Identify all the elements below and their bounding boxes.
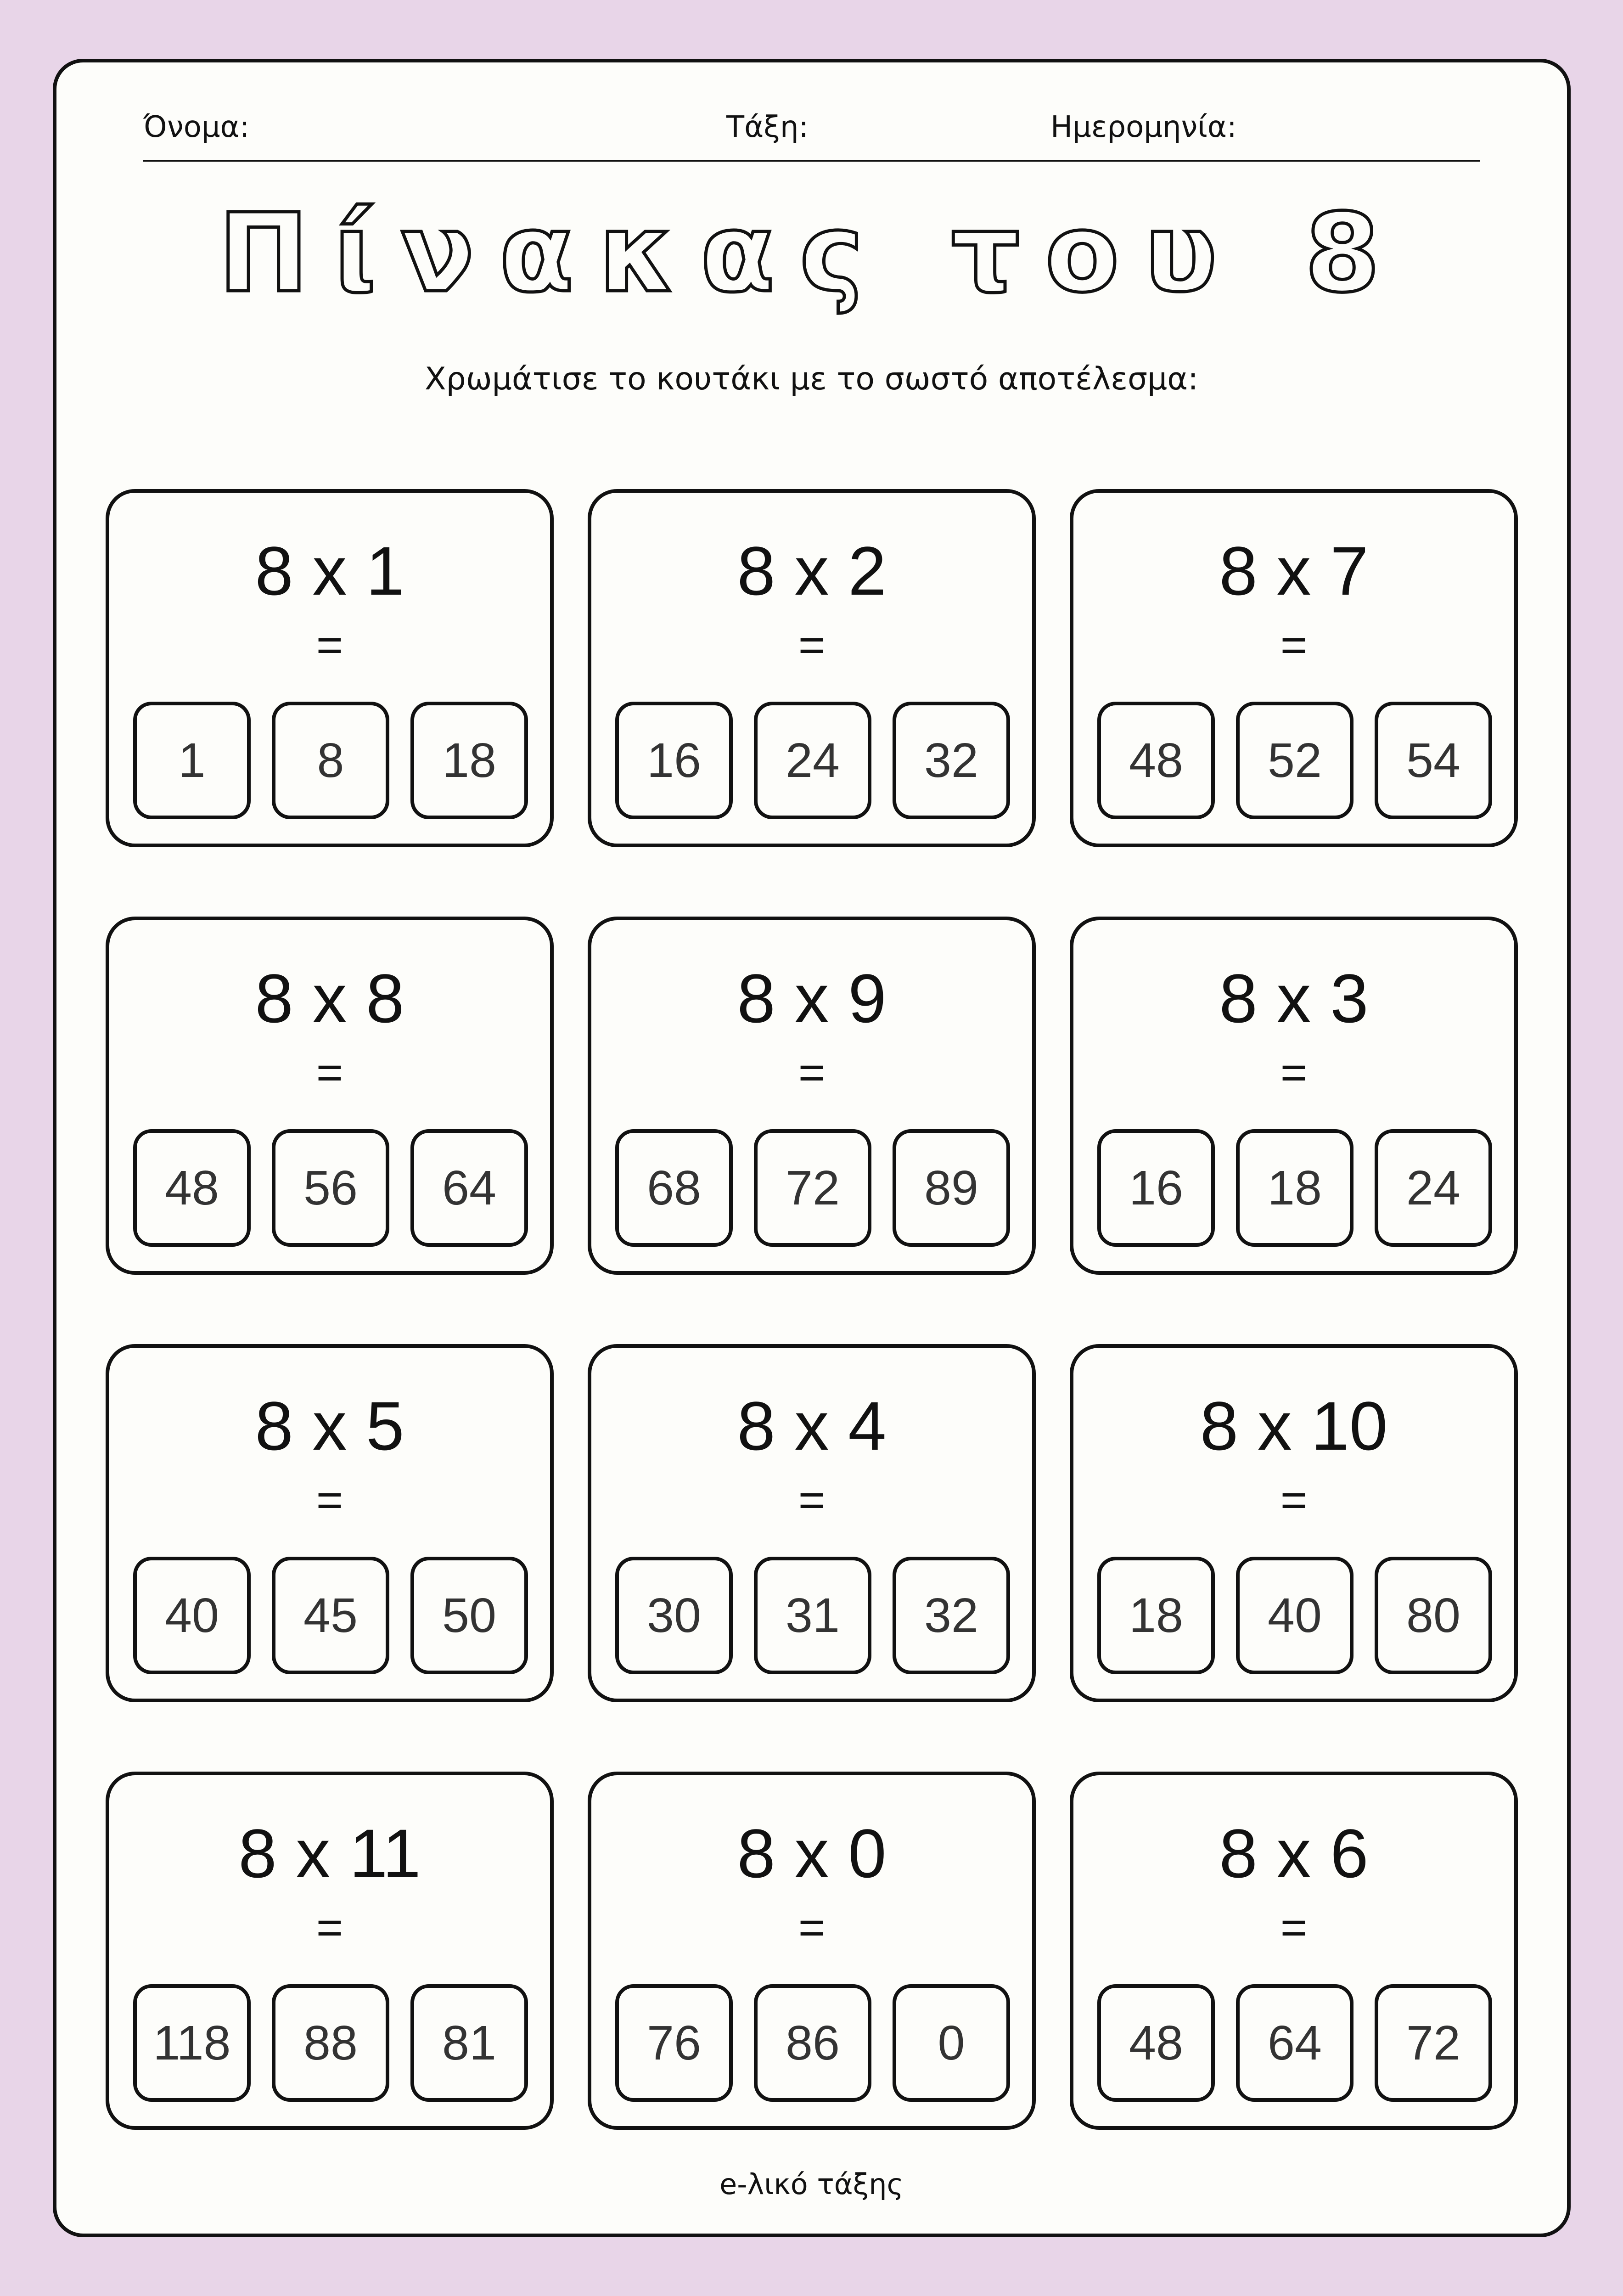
answer-options [1097, 1129, 1492, 1247]
footer-credit: e-λικό τάξης [719, 2167, 904, 2201]
multiplication-problem: 8 x 2 [737, 532, 887, 609]
answer-box[interactable]: 45 [272, 1557, 389, 1674]
equals-sign: = [798, 1902, 826, 1953]
problem-card [106, 1344, 554, 1702]
answer-box[interactable]: 68 [615, 1129, 733, 1247]
answer-box[interactable]: 40 [1236, 1557, 1353, 1674]
answer-box[interactable]: 72 [754, 1129, 871, 1247]
problem-card [1070, 1772, 1518, 2130]
answer-options [1097, 1557, 1492, 1674]
multiplication-problem: 8 x 11 [238, 1815, 421, 1892]
answer-options [133, 1129, 528, 1247]
answer-box[interactable]: 32 [893, 1557, 1010, 1674]
answer-options [615, 1984, 1010, 2102]
problem-card [106, 917, 554, 1275]
answer-box[interactable]: 64 [410, 1129, 528, 1247]
problem-card [1070, 1344, 1518, 1702]
answer-box[interactable]: 50 [410, 1557, 528, 1674]
equals-sign: = [798, 619, 826, 671]
answer-box[interactable]: 118 [133, 1984, 251, 2102]
answer-box[interactable]: 48 [133, 1129, 251, 1247]
problem-card [588, 1772, 1036, 2130]
multiplication-problem: 8 x 6 [1219, 1815, 1369, 1892]
problem-card [588, 917, 1036, 1275]
multiplication-problem: 8 x 3 [1219, 960, 1369, 1037]
answer-box[interactable]: 1 [133, 702, 251, 819]
answer-options [133, 1557, 528, 1674]
answer-box[interactable]: 72 [1375, 1984, 1492, 2102]
equals-sign: = [798, 1474, 826, 1526]
answer-box[interactable]: 18 [1236, 1129, 1353, 1247]
problem-card [588, 1344, 1036, 1702]
equals-sign: = [1280, 619, 1308, 671]
answer-box[interactable]: 64 [1236, 1984, 1353, 2102]
multiplication-problem: 8 x 4 [737, 1387, 887, 1464]
answer-box[interactable]: 56 [272, 1129, 389, 1247]
answer-box[interactable]: 40 [133, 1557, 251, 1674]
answer-box[interactable]: 81 [410, 1984, 528, 2102]
multiplication-problem: 8 x 0 [737, 1815, 887, 1892]
answer-box[interactable]: 52 [1236, 702, 1353, 819]
multiplication-problem: 8 x 7 [1219, 532, 1369, 609]
equals-sign: = [1280, 1047, 1308, 1098]
answer-box[interactable]: 8 [272, 702, 389, 819]
equals-sign: = [316, 1047, 343, 1098]
answer-box[interactable]: 24 [754, 702, 871, 819]
problem-grid [106, 489, 1518, 2130]
multiplication-problem: 8 x 9 [737, 960, 887, 1037]
problem-card [1070, 489, 1518, 847]
class-label: Τάξη: [726, 110, 809, 144]
instruction-text: Χρωμάτισε το κουτάκι με το σωστό αποτέλεσμα: [424, 361, 1199, 397]
answer-box[interactable]: 88 [272, 1984, 389, 2102]
equals-sign: = [316, 1902, 343, 1953]
problem-card [588, 489, 1036, 847]
answer-options [615, 1557, 1010, 1674]
multiplication-problem: 8 x 1 [255, 532, 404, 609]
answer-box[interactable]: 48 [1097, 1984, 1215, 2102]
answer-box[interactable]: 48 [1097, 702, 1215, 819]
problem-card [1070, 917, 1518, 1275]
multiplication-problem: 8 x 5 [255, 1387, 404, 1464]
answer-box[interactable]: 18 [1097, 1557, 1215, 1674]
multiplication-problem: 8 x 8 [255, 960, 404, 1037]
answer-box[interactable]: 89 [893, 1129, 1010, 1247]
multiplication-problem: 8 x 10 [1200, 1387, 1388, 1464]
answer-options [133, 702, 528, 819]
equals-sign: = [1280, 1902, 1308, 1953]
answer-options [615, 702, 1010, 819]
answer-box[interactable]: 80 [1375, 1557, 1492, 1674]
student-info-header [143, 106, 1480, 162]
answer-box[interactable]: 24 [1375, 1129, 1492, 1247]
date-label: Ημερομηνία: [1050, 110, 1237, 144]
name-label: Όνομα: [143, 110, 250, 144]
answer-box[interactable]: 16 [615, 702, 733, 819]
answer-options [1097, 702, 1492, 819]
equals-sign: = [1280, 1474, 1308, 1526]
answer-box[interactable]: 32 [893, 702, 1010, 819]
answer-box[interactable]: 18 [410, 702, 528, 819]
answer-box[interactable]: 16 [1097, 1129, 1215, 1247]
answer-options [615, 1129, 1010, 1247]
answer-box[interactable]: 76 [615, 1984, 733, 2102]
equals-sign: = [798, 1047, 826, 1098]
equals-sign: = [316, 619, 343, 671]
problem-card [106, 1772, 554, 2130]
answer-box[interactable]: 54 [1375, 702, 1492, 819]
answer-box[interactable]: 0 [893, 1984, 1010, 2102]
worksheet-title: Πίνακας του 8 [218, 190, 1405, 316]
problem-card [106, 489, 554, 847]
answer-box[interactable]: 86 [754, 1984, 871, 2102]
equals-sign: = [316, 1474, 343, 1526]
answer-options [1097, 1984, 1492, 2102]
answer-options [133, 1984, 528, 2102]
answer-box[interactable]: 30 [615, 1557, 733, 1674]
answer-box[interactable]: 31 [754, 1557, 871, 1674]
